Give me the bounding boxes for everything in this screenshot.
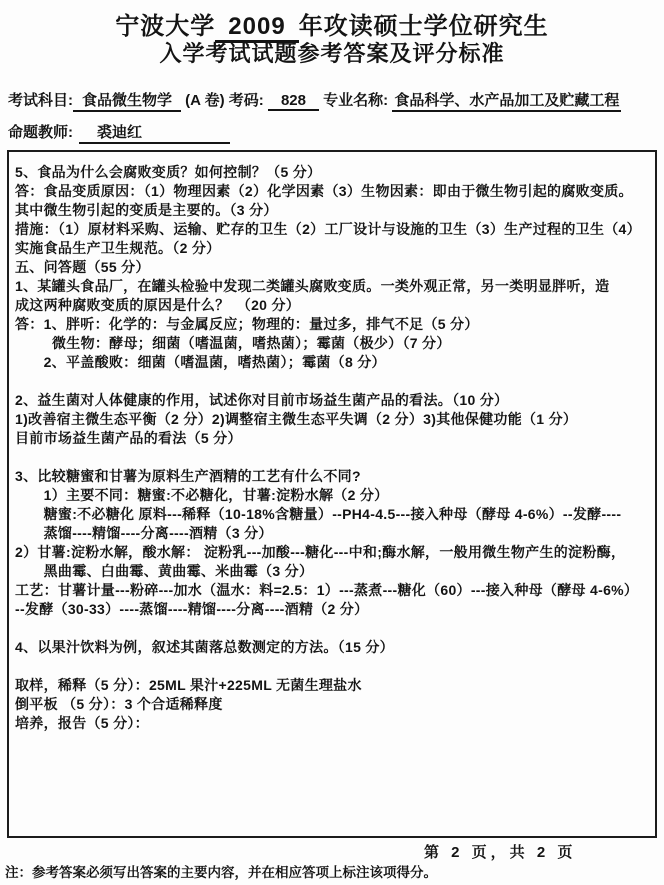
answer-line: 成这两种腐败变质的原因是什么？ （20 分）	[15, 297, 301, 313]
major-label: 专业名称:	[318, 92, 393, 109]
answer-line: 黑曲霉、白曲霉、黄曲霉、米曲霉（3 分）	[15, 563, 314, 579]
page-subtitle: 入学考试试题参考答案及评分标准	[159, 41, 505, 66]
answer-line: 倒平板 （5 分）：3 个合适稀释度	[15, 696, 223, 712]
answer-line: 答：食品变质原因：（1）物理因素（2）化学因素（3）生物因素：即由于微生物引起的腐败变质。	[15, 183, 633, 199]
subject-label: 考试科目:	[8, 92, 73, 109]
answer-line: 目前市场益生菌产品的看法（5 分）	[15, 430, 242, 446]
answer-line: 微生物：酵母；细菌（嗜温菌，嗜热菌）；霉菌（极少）（7 分）	[15, 335, 451, 351]
answer-line: 蒸馏----精馏----分离----酒精（3 分）	[15, 525, 273, 541]
answer-line: 措施：（1）原材料采购、运输、贮存的卫生（2）工厂设计与设施的卫生（3）生产过程的卫生（4）	[15, 221, 641, 237]
answer-line	[15, 448, 650, 467]
teacher-meta-line	[8, 121, 230, 144]
answer-line	[15, 657, 650, 676]
answer-line	[15, 619, 650, 638]
answer-line	[15, 372, 650, 391]
answer-line: 培养，报告（5 分）：	[15, 715, 149, 731]
answer-line: 答：1、胖听：化学的：与金属反应；物理的：量过多，排气不足（5 分）	[15, 316, 479, 332]
answer-line: 2、益生菌对人体健康的作用，试述你对目前市场益生菌产品的看法。（10 分）	[15, 392, 509, 408]
page-title	[0, 6, 664, 41]
paper-code-label: (A 卷) 考码:	[181, 92, 268, 109]
page-number: 第 2 页，共 2 页	[424, 844, 577, 861]
grading-note: 注：参考答案必须写出答案的主要内容，并在相应答项上标注该项得分。	[5, 865, 437, 880]
code-value: 828	[268, 92, 319, 111]
answer-line: 3、比较糖蜜和甘薯为原料生产酒精的工艺有什么不同?	[15, 468, 361, 484]
answer-line: 4、以果汁饮料为例，叙述其菌落总数测定的方法。（15 分）	[15, 639, 394, 655]
answer-line: 糖蜜:不必糖化 原料---稀释（10-18%含糖量）--PH4-4.5---接入种母（酵母 4-6%）--发酵----	[15, 506, 622, 522]
title-university: 宁波大学	[115, 13, 216, 40]
answer-line: --发酵（30-33）----蒸馏----精馏----分离----酒精（2 分）	[15, 601, 369, 617]
teacher-label: 命题教师:	[8, 124, 73, 141]
title-suffix: 年攻读硕士学位研究生	[298, 13, 549, 40]
answer-line: 2）甘薯:淀粉水解，酸水解： 淀粉乳---加酸---糖化---中和;酶水解，一般用微生物产生的淀粉酶，	[15, 544, 626, 560]
answer-line: 实施食品生产卫生规范。（2 分）	[15, 240, 221, 256]
answer-line: 五、问答题（55 分）	[15, 259, 150, 275]
answer-box	[7, 150, 657, 838]
answer-line: 1)改善宿主微生态平衡（2 分）2)调整宿主微生态平失调（2 分）3)其他保健功能（1 分）	[15, 411, 578, 427]
teacher-value: 裘迪红	[79, 121, 230, 144]
subject-value: 食品微生物学	[73, 89, 181, 112]
major-value: 食品科学、水产品加工及贮藏工程	[392, 89, 621, 112]
exam-meta-line	[8, 89, 621, 112]
answer-line: 1、某罐头食品厂，在罐头检验中发现二类罐头腐败变质。一类外观正常，另一类明显胖听，造	[15, 278, 610, 294]
answer-line: 其中微生物引起的变质是主要的。（3 分）	[15, 202, 278, 218]
answer-line: 5、食品为什么会腐败变质？如何控制？（5 分）	[15, 164, 322, 180]
title-year: 2009	[215, 13, 298, 43]
answer-line: 2、平盖酸败：细菌（嗜温菌，嗜热菌）；霉菌（8 分）	[15, 354, 386, 370]
answer-line: 1）主要不同：糖蜜:不必糖化，甘薯:淀粉水解（2 分）	[15, 487, 389, 503]
answer-line: 工艺：甘薯计量---粉碎---加水（温水：料=2.5：1）---蒸煮---糖化（60）---接入种母（酵母 4-6%）	[15, 582, 639, 598]
answer-line: 取样，稀释（5 分）：25ML 果汁+225ML 无菌生理盐水	[15, 677, 362, 693]
